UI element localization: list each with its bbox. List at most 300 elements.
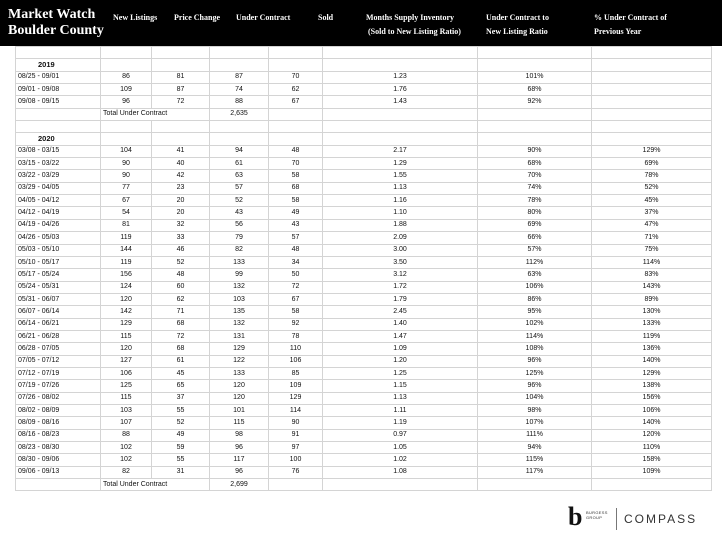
date-range-cell: 09/06 - 09/13 — [16, 466, 101, 478]
pct-prev-year-cell: 106% — [592, 404, 712, 416]
date-range-cell: 06/14 - 06/21 — [16, 318, 101, 330]
price-change-cell: 52 — [152, 256, 210, 268]
under-contract-cell: 120 — [210, 380, 269, 392]
pct-prev-year-cell: 133% — [592, 318, 712, 330]
price-change-cell: 65 — [152, 380, 210, 392]
uc-ratio-cell: 74% — [478, 182, 592, 194]
empty-cell — [101, 121, 152, 133]
price-change-cell: 72 — [152, 96, 210, 108]
uc-ratio-cell: 90% — [478, 145, 592, 157]
pct-prev-year-cell: 89% — [592, 293, 712, 305]
table-row — [16, 343, 712, 355]
date-range-cell: 06/07 - 06/14 — [16, 306, 101, 318]
pct-prev-year-cell: 71% — [592, 232, 712, 244]
table-row — [16, 367, 712, 379]
price-change-cell: 46 — [152, 244, 210, 256]
under-contract-cell: 133 — [210, 256, 269, 268]
sold-cell: 67 — [269, 293, 323, 305]
months-supply-cell: 1.15 — [323, 380, 478, 392]
months-supply-cell: 1.40 — [323, 318, 478, 330]
empty-cell — [210, 121, 269, 133]
table-row — [16, 182, 712, 194]
date-range-cell: 09/01 - 09/08 — [16, 84, 101, 96]
under-contract-cell: 74 — [210, 84, 269, 96]
sold-cell: 92 — [269, 318, 323, 330]
price-change-cell: 20 — [152, 207, 210, 219]
table-row — [16, 269, 712, 281]
new-listings-cell: 86 — [101, 71, 152, 83]
date-range-cell: 07/12 - 07/19 — [16, 367, 101, 379]
pct-prev-year-cell: 78% — [592, 170, 712, 182]
uc-ratio-cell: 108% — [478, 343, 592, 355]
price-change-cell: 45 — [152, 367, 210, 379]
months-supply-cell: 3.00 — [323, 244, 478, 256]
pct-prev-year-cell: 136% — [592, 343, 712, 355]
under-contract-cell: 131 — [210, 330, 269, 342]
new-listings-cell: 106 — [101, 367, 152, 379]
table-row — [16, 330, 712, 342]
burgess-group-wordmark — [586, 510, 608, 520]
price-change-cell: 37 — [152, 392, 210, 404]
col-header-prev-year — [594, 11, 667, 39]
date-range-cell: 03/22 - 03/29 — [16, 170, 101, 182]
months-supply-cell: 1.72 — [323, 281, 478, 293]
months-supply-line-1: Months Supply Inventory — [366, 13, 455, 22]
under-contract-cell: 63 — [210, 170, 269, 182]
price-change-cell: 68 — [152, 318, 210, 330]
months-supply-cell: 1.76 — [323, 84, 478, 96]
empty-cell — [269, 121, 323, 133]
date-range-cell: 07/05 - 07/12 — [16, 355, 101, 367]
table-row — [16, 170, 712, 182]
empty-cell — [210, 59, 269, 71]
months-supply-cell: 1.55 — [323, 170, 478, 182]
sold-cell: 76 — [269, 466, 323, 478]
table-row — [16, 219, 712, 231]
empty-cell — [592, 108, 712, 120]
empty-cell — [592, 133, 712, 145]
total-label: Total Under Contract — [101, 479, 210, 491]
new-listings-cell: 115 — [101, 392, 152, 404]
new-listings-cell: 90 — [101, 170, 152, 182]
new-listings-cell: 125 — [101, 380, 152, 392]
date-range-cell: 04/19 - 04/26 — [16, 219, 101, 231]
new-listings-cell: 115 — [101, 330, 152, 342]
empty-cell — [101, 59, 152, 71]
price-change-cell: 59 — [152, 442, 210, 454]
date-range-cell: 06/21 - 06/28 — [16, 330, 101, 342]
pct-prev-year-cell: 114% — [592, 256, 712, 268]
empty-cell — [16, 108, 101, 120]
empty-cell — [323, 121, 478, 133]
sold-cell: 67 — [269, 96, 323, 108]
empty-cell — [323, 47, 478, 59]
price-change-cell: 49 — [152, 429, 210, 441]
months-supply-cell: 1.05 — [323, 442, 478, 454]
total-value: 2,699 — [210, 479, 269, 491]
date-range-cell: 05/31 - 06/07 — [16, 293, 101, 305]
uc-ratio-cell: 69% — [478, 219, 592, 231]
months-supply-cell: 1.02 — [323, 454, 478, 466]
months-supply-cell: 1.47 — [323, 330, 478, 342]
col-header-price-change: Price Change — [174, 13, 220, 22]
under-contract-cell: 117 — [210, 454, 269, 466]
table-row — [16, 380, 712, 392]
months-supply-cell: 1.43 — [323, 96, 478, 108]
uc-ratio-cell: 106% — [478, 281, 592, 293]
date-range-cell: 08/25 - 09/01 — [16, 71, 101, 83]
sold-cell: 70 — [269, 71, 323, 83]
empty-cell — [16, 121, 101, 133]
empty-cell — [152, 121, 210, 133]
date-range-cell: 03/08 - 03/15 — [16, 145, 101, 157]
price-change-cell: 68 — [152, 343, 210, 355]
table-row — [16, 404, 712, 416]
table-row — [16, 417, 712, 429]
new-listings-cell: 127 — [101, 355, 152, 367]
table-row — [16, 442, 712, 454]
pct-prev-year-cell: 143% — [592, 281, 712, 293]
pct-prev-year-cell: 140% — [592, 355, 712, 367]
months-supply-cell: 1.29 — [323, 158, 478, 170]
date-range-cell: 04/05 - 04/12 — [16, 195, 101, 207]
report-title — [8, 7, 104, 39]
footer-logos — [568, 500, 718, 536]
under-contract-cell: 52 — [210, 195, 269, 207]
date-range-cell: 03/29 - 04/05 — [16, 182, 101, 194]
date-range-cell: 08/16 - 08/23 — [16, 429, 101, 441]
new-listings-cell: 103 — [101, 404, 152, 416]
uc-ratio-cell: 111% — [478, 429, 592, 441]
date-range-cell: 06/28 - 07/05 — [16, 343, 101, 355]
empty-cell — [323, 479, 478, 491]
price-change-cell: 52 — [152, 417, 210, 429]
uc-ratio-cell: 68% — [478, 158, 592, 170]
price-change-cell: 60 — [152, 281, 210, 293]
new-listings-cell: 107 — [101, 417, 152, 429]
empty-cell — [478, 108, 592, 120]
logo-divider — [616, 508, 617, 530]
uc-ratio-cell: 57% — [478, 244, 592, 256]
empty-cell — [16, 479, 101, 491]
date-range-cell: 05/03 - 05/10 — [16, 244, 101, 256]
sold-cell: 72 — [269, 281, 323, 293]
pct-prev-year-cell: 45% — [592, 195, 712, 207]
months-supply-cell: 1.11 — [323, 404, 478, 416]
pct-prev-year-cell: 109% — [592, 466, 712, 478]
date-range-cell: 07/26 - 08/02 — [16, 392, 101, 404]
sold-cell: 62 — [269, 84, 323, 96]
sold-cell: 114 — [269, 404, 323, 416]
new-listings-cell: 67 — [101, 195, 152, 207]
empty-cell — [101, 47, 152, 59]
months-supply-cell: 2.09 — [323, 232, 478, 244]
date-range-cell: 08/23 - 08/30 — [16, 442, 101, 454]
new-listings-cell: 144 — [101, 244, 152, 256]
price-change-cell: 32 — [152, 219, 210, 231]
under-contract-cell: 56 — [210, 219, 269, 231]
months-supply-cell: 1.16 — [323, 195, 478, 207]
months-supply-cell: 1.88 — [323, 219, 478, 231]
empty-cell — [592, 479, 712, 491]
empty-cell — [592, 121, 712, 133]
pct-prev-year-cell: 69% — [592, 158, 712, 170]
sold-cell: 43 — [269, 219, 323, 231]
table-row — [16, 71, 712, 83]
table-row — [16, 454, 712, 466]
under-contract-cell: 79 — [210, 232, 269, 244]
new-listings-cell: 82 — [101, 466, 152, 478]
under-contract-cell: 135 — [210, 306, 269, 318]
sold-cell: 34 — [269, 256, 323, 268]
months-supply-cell: 0.97 — [323, 429, 478, 441]
pct-prev-year-cell: 130% — [592, 306, 712, 318]
new-listings-cell: 81 — [101, 219, 152, 231]
date-range-cell: 05/17 - 05/24 — [16, 269, 101, 281]
date-range-cell: 08/02 - 08/09 — [16, 404, 101, 416]
sold-cell: 106 — [269, 355, 323, 367]
price-change-cell: 87 — [152, 84, 210, 96]
new-listings-cell: 54 — [101, 207, 152, 219]
table-row — [16, 158, 712, 170]
price-change-cell: 61 — [152, 355, 210, 367]
price-change-cell: 72 — [152, 330, 210, 342]
sold-cell: 48 — [269, 244, 323, 256]
months-supply-cell: 1.23 — [323, 71, 478, 83]
new-listings-cell: 77 — [101, 182, 152, 194]
empty-cell — [152, 47, 210, 59]
sold-cell: 58 — [269, 170, 323, 182]
under-contract-cell: 87 — [210, 71, 269, 83]
sold-cell: 58 — [269, 195, 323, 207]
pct-prev-year-cell — [592, 84, 712, 96]
months-supply-cell: 1.10 — [323, 207, 478, 219]
under-contract-cell: 99 — [210, 269, 269, 281]
new-listings-cell: 156 — [101, 269, 152, 281]
sold-cell: 50 — [269, 269, 323, 281]
sold-cell: 90 — [269, 417, 323, 429]
sold-cell: 58 — [269, 306, 323, 318]
new-listings-cell: 129 — [101, 318, 152, 330]
uc-ratio-cell: 117% — [478, 466, 592, 478]
total-row — [16, 479, 712, 491]
price-change-cell: 81 — [152, 71, 210, 83]
pct-prev-year-cell: 110% — [592, 442, 712, 454]
uc-ratio-cell: 63% — [478, 269, 592, 281]
months-supply-cell: 1.20 — [323, 355, 478, 367]
new-listings-cell: 120 — [101, 343, 152, 355]
table-row — [16, 293, 712, 305]
uc-ratio-cell: 107% — [478, 417, 592, 429]
date-range-cell: 03/15 - 03/22 — [16, 158, 101, 170]
col-header-uc-ratio — [486, 11, 549, 39]
pct-prev-year-cell: 75% — [592, 244, 712, 256]
pct-prev-year-cell: 47% — [592, 219, 712, 231]
new-listings-cell: 88 — [101, 429, 152, 441]
empty-cell — [592, 59, 712, 71]
title-line-1: Market Watch — [8, 7, 96, 22]
sold-cell: 91 — [269, 429, 323, 441]
empty-cell — [101, 133, 152, 145]
col-header-new-listings: New Listings — [113, 13, 158, 22]
uc-ratio-cell: 66% — [478, 232, 592, 244]
empty-cell — [592, 47, 712, 59]
title-line-2: Boulder County — [8, 23, 104, 38]
sold-cell: 109 — [269, 380, 323, 392]
burgess-group-logo-icon: b — [568, 502, 583, 531]
prev-year-line-1: % Under Contract of — [594, 13, 667, 22]
col-header-months-supply — [366, 11, 461, 39]
table-row — [16, 256, 712, 268]
burgess-text: BURGESS — [586, 510, 608, 515]
sold-cell: 78 — [269, 330, 323, 342]
date-range-cell: 04/26 - 05/03 — [16, 232, 101, 244]
spacer-row — [16, 47, 712, 59]
new-listings-cell: 124 — [101, 281, 152, 293]
under-contract-cell: 115 — [210, 417, 269, 429]
empty-cell — [269, 108, 323, 120]
months-supply-cell: 1.09 — [323, 343, 478, 355]
total-row — [16, 108, 712, 120]
months-supply-line-2: (Sold to New Listing Ratio) — [368, 27, 461, 36]
empty-cell — [478, 59, 592, 71]
price-change-cell: 33 — [152, 232, 210, 244]
under-contract-cell: 94 — [210, 145, 269, 157]
new-listings-cell: 109 — [101, 84, 152, 96]
under-contract-cell: 103 — [210, 293, 269, 305]
date-range-cell: 09/08 - 09/15 — [16, 96, 101, 108]
col-header-sold: Sold — [318, 13, 334, 22]
months-supply-cell: 1.19 — [323, 417, 478, 429]
empty-cell — [269, 479, 323, 491]
year-row — [16, 59, 712, 71]
sold-cell: 100 — [269, 454, 323, 466]
empty-cell — [323, 59, 478, 71]
new-listings-cell: 119 — [101, 256, 152, 268]
uc-ratio-cell: 70% — [478, 170, 592, 182]
table-row — [16, 355, 712, 367]
months-supply-cell: 3.12 — [323, 269, 478, 281]
uc-ratio-line-1: Under Contract to — [486, 13, 549, 22]
new-listings-cell: 119 — [101, 232, 152, 244]
new-listings-cell: 142 — [101, 306, 152, 318]
price-change-cell: 71 — [152, 306, 210, 318]
uc-ratio-cell: 96% — [478, 380, 592, 392]
new-listings-cell: 96 — [101, 96, 152, 108]
year-label: 2019 — [16, 59, 101, 71]
under-contract-cell: 88 — [210, 96, 269, 108]
pct-prev-year-cell: 140% — [592, 417, 712, 429]
empty-cell — [478, 121, 592, 133]
empty-cell — [269, 133, 323, 145]
total-label: Total Under Contract — [101, 108, 210, 120]
pct-prev-year-cell: 129% — [592, 145, 712, 157]
price-change-cell: 23 — [152, 182, 210, 194]
price-change-cell: 48 — [152, 269, 210, 281]
price-change-cell: 55 — [152, 454, 210, 466]
under-contract-cell: 96 — [210, 442, 269, 454]
sold-cell: 97 — [269, 442, 323, 454]
new-listings-cell: 120 — [101, 293, 152, 305]
table-row — [16, 195, 712, 207]
months-supply-cell: 1.08 — [323, 466, 478, 478]
price-change-cell: 40 — [152, 158, 210, 170]
under-contract-cell: 98 — [210, 429, 269, 441]
market-watch-table — [15, 46, 712, 491]
pct-prev-year-cell: 83% — [592, 269, 712, 281]
months-supply-cell: 2.45 — [323, 306, 478, 318]
table-row — [16, 429, 712, 441]
uc-ratio-cell: 112% — [478, 256, 592, 268]
empty-cell — [478, 479, 592, 491]
empty-cell — [323, 133, 478, 145]
price-change-cell: 62 — [152, 293, 210, 305]
table-row — [16, 232, 712, 244]
under-contract-cell: 120 — [210, 392, 269, 404]
table-row — [16, 318, 712, 330]
new-listings-cell: 102 — [101, 442, 152, 454]
sold-cell: 85 — [269, 367, 323, 379]
new-listings-cell: 90 — [101, 158, 152, 170]
under-contract-cell: 101 — [210, 404, 269, 416]
price-change-cell: 31 — [152, 466, 210, 478]
sold-cell: 70 — [269, 158, 323, 170]
uc-ratio-cell: 102% — [478, 318, 592, 330]
table-row — [16, 145, 712, 157]
empty-cell — [269, 47, 323, 59]
pct-prev-year-cell: 156% — [592, 392, 712, 404]
price-change-cell: 41 — [152, 145, 210, 157]
under-contract-cell: 129 — [210, 343, 269, 355]
pct-prev-year-cell: 129% — [592, 367, 712, 379]
empty-cell — [478, 47, 592, 59]
under-contract-cell: 82 — [210, 244, 269, 256]
compass-logo: COMPASS — [624, 512, 698, 526]
uc-ratio-cell: 95% — [478, 306, 592, 318]
empty-cell — [478, 133, 592, 145]
year-label: 2020 — [16, 133, 101, 145]
total-value: 2,635 — [210, 108, 269, 120]
under-contract-cell: 57 — [210, 182, 269, 194]
months-supply-cell: 3.50 — [323, 256, 478, 268]
table-row — [16, 306, 712, 318]
table-row — [16, 392, 712, 404]
uc-ratio-cell: 86% — [478, 293, 592, 305]
months-supply-cell: 2.17 — [323, 145, 478, 157]
table-row — [16, 281, 712, 293]
date-range-cell: 07/19 - 07/26 — [16, 380, 101, 392]
uc-ratio-cell: 92% — [478, 96, 592, 108]
uc-ratio-cell: 104% — [478, 392, 592, 404]
table-row — [16, 207, 712, 219]
under-contract-cell: 43 — [210, 207, 269, 219]
empty-cell — [269, 59, 323, 71]
months-supply-cell: 1.25 — [323, 367, 478, 379]
pct-prev-year-cell: 120% — [592, 429, 712, 441]
pct-prev-year-cell — [592, 71, 712, 83]
prev-year-line-2: Previous Year — [594, 27, 642, 36]
col-header-under-contract: Under Contract — [236, 13, 291, 22]
pct-prev-year-cell: 119% — [592, 330, 712, 342]
uc-ratio-cell: 125% — [478, 367, 592, 379]
under-contract-cell: 96 — [210, 466, 269, 478]
pct-prev-year-cell: 52% — [592, 182, 712, 194]
sold-cell: 129 — [269, 392, 323, 404]
under-contract-cell: 132 — [210, 281, 269, 293]
uc-ratio-cell: 101% — [478, 71, 592, 83]
under-contract-cell: 133 — [210, 367, 269, 379]
months-supply-cell: 1.13 — [323, 182, 478, 194]
